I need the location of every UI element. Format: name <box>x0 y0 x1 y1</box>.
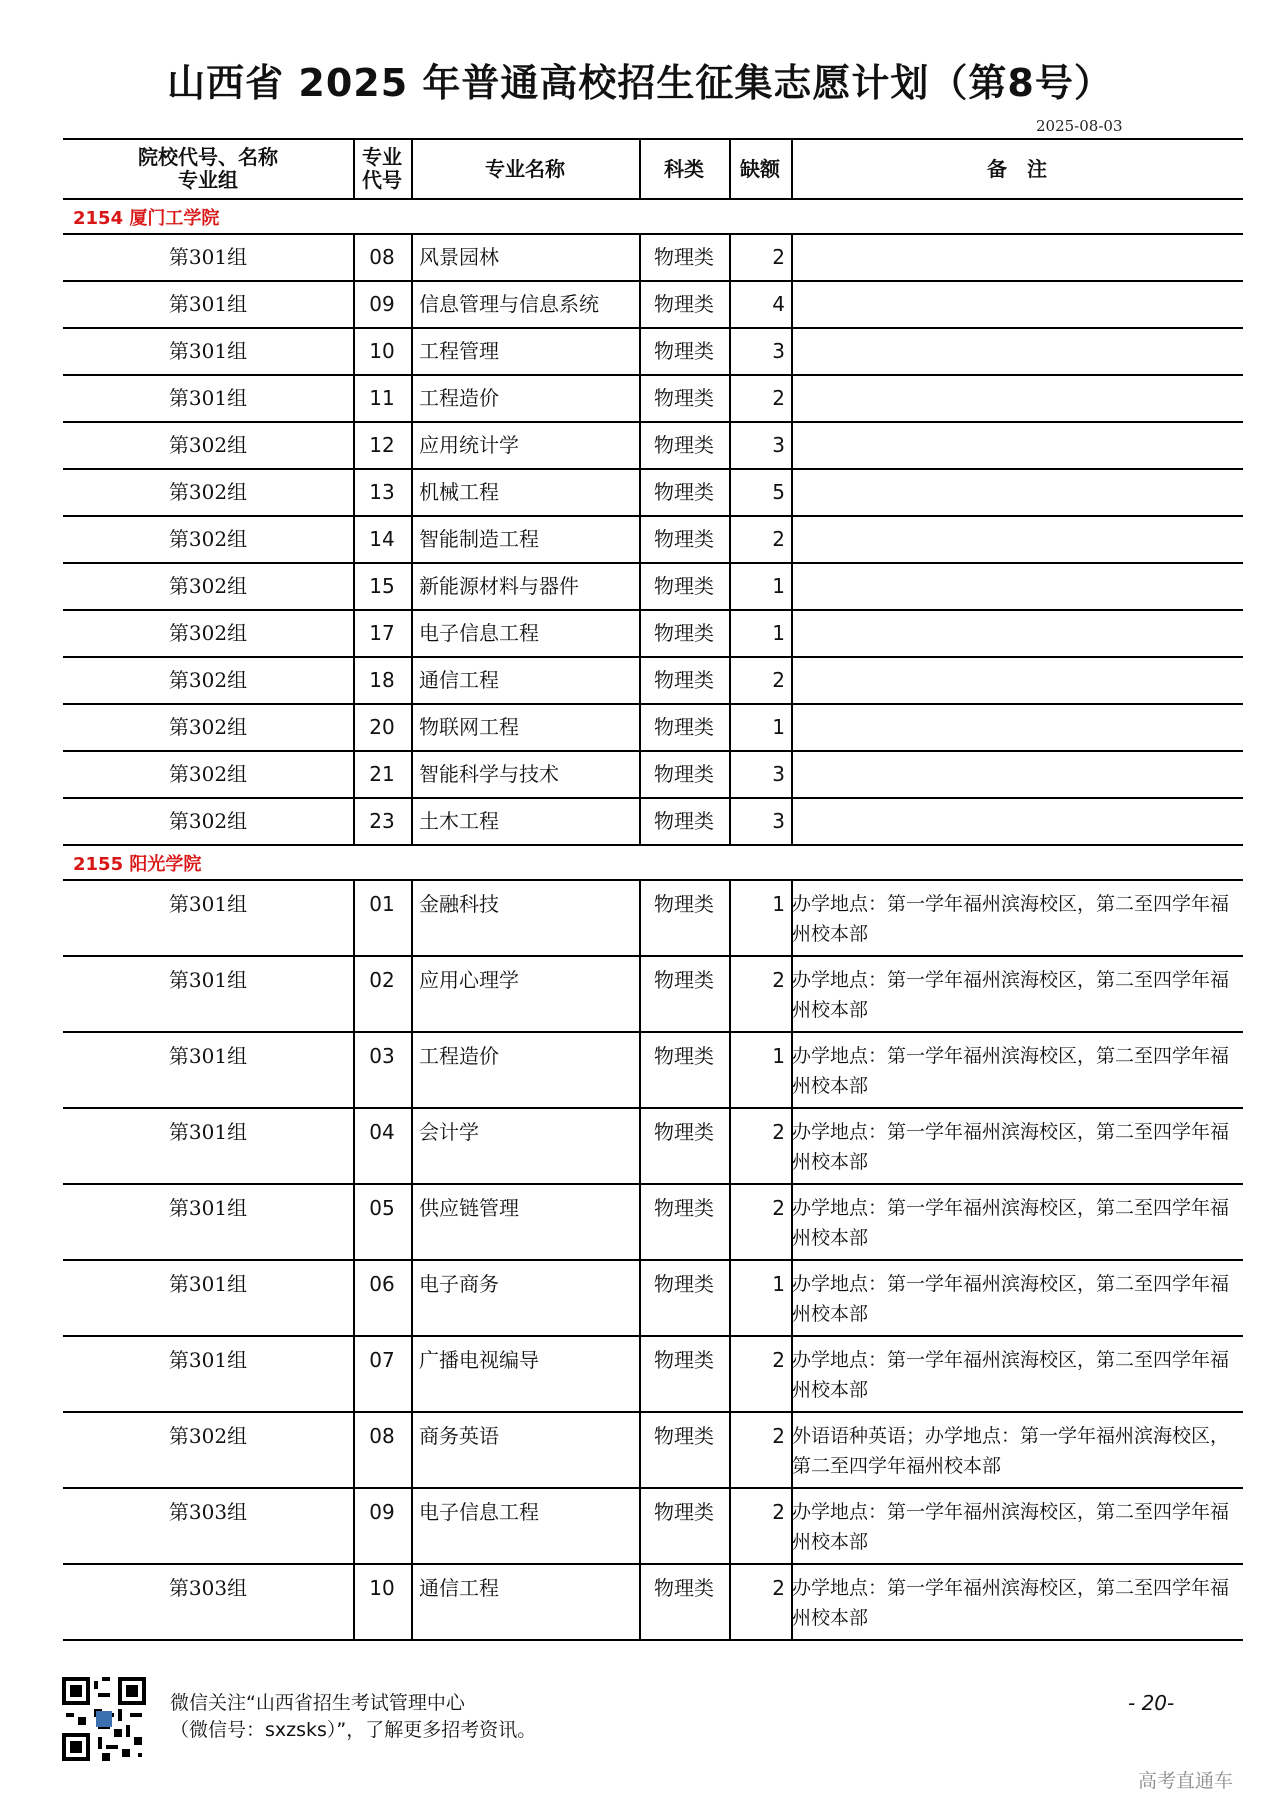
footer-line-1: 微信关注“山西省招生考试管理中心 <box>170 1692 465 1714</box>
cell-group: 第302组 <box>168 527 248 551</box>
cell-category: 物理类 <box>654 433 714 457</box>
cell-code: 12 <box>369 433 395 457</box>
cell-code: 14 <box>369 527 395 551</box>
cell-quota: 2 <box>772 245 785 269</box>
cell-quota: 2 <box>772 668 785 692</box>
cell-group: 第303组 <box>168 1576 248 1600</box>
cell-name: 机械工程 <box>419 480 499 504</box>
cell-group: 第303组 <box>168 1500 248 1524</box>
cell-group: 第301组 <box>168 1348 248 1372</box>
cell-quota: 1 <box>772 715 785 739</box>
table-row <box>63 881 1243 957</box>
cell-note: 办学地点：第一学年福州滨海校区，第二至四学年福州校本部 <box>792 1501 1230 1553</box>
cell-code: 10 <box>369 339 395 363</box>
cell-name: 商务英语 <box>419 1424 499 1448</box>
cell-category: 物理类 <box>654 1272 714 1296</box>
cell-code: 08 <box>369 245 395 269</box>
cell-quota: 2 <box>772 1120 785 1144</box>
cell-name: 土木工程 <box>419 809 499 833</box>
cell-category: 物理类 <box>654 892 714 916</box>
cell-group: 第302组 <box>168 574 248 598</box>
cell-quota: 3 <box>772 762 785 786</box>
cell-quota: 2 <box>772 1348 785 1372</box>
cell-category: 物理类 <box>654 715 714 739</box>
school-heading: 2155 阳光学院 <box>63 846 1243 881</box>
table-row <box>63 564 1243 611</box>
cell-code: 09 <box>369 1500 395 1524</box>
header-group: 院校代号、名称 专业组 <box>138 145 278 192</box>
cell-code: 06 <box>369 1272 395 1296</box>
table-row <box>63 1109 1243 1185</box>
cell-name: 电子信息工程 <box>419 1500 539 1524</box>
cell-group: 第302组 <box>168 480 248 504</box>
cell-category: 物理类 <box>654 574 714 598</box>
cell-code: 18 <box>369 668 395 692</box>
cell-category: 物理类 <box>654 386 714 410</box>
cell-group: 第302组 <box>168 809 248 833</box>
cell-code: 08 <box>369 1424 395 1448</box>
cell-category: 物理类 <box>654 1348 714 1372</box>
cell-note: 办学地点：第一学年福州滨海校区，第二至四学年福州校本部 <box>792 1349 1230 1401</box>
cell-name: 智能科学与技术 <box>419 762 559 786</box>
table-row <box>63 1413 1243 1489</box>
cell-category: 物理类 <box>654 245 714 269</box>
cell-name: 会计学 <box>419 1120 479 1144</box>
cell-code: 10 <box>369 1576 395 1600</box>
table-row <box>63 235 1243 282</box>
cell-category: 物理类 <box>654 762 714 786</box>
table-row <box>63 282 1243 329</box>
plan-table <box>63 138 1243 1641</box>
cell-name: 风景园林 <box>419 245 499 269</box>
page-number: - 20- <box>1128 1691 1175 1715</box>
cell-quota: 1 <box>772 892 785 916</box>
cell-code: 23 <box>369 809 395 833</box>
table-header <box>63 138 1243 200</box>
cell-category: 物理类 <box>654 968 714 992</box>
header-quota: 缺额 <box>740 156 780 181</box>
cell-quota: 2 <box>772 1500 785 1524</box>
cell-name: 金融科技 <box>419 892 499 916</box>
header-category: 科类 <box>664 156 704 181</box>
table-row <box>63 1261 1243 1337</box>
table-row <box>63 705 1243 752</box>
cell-code: 13 <box>369 480 395 504</box>
cell-quota: 1 <box>772 621 785 645</box>
cell-category: 物理类 <box>654 1196 714 1220</box>
cell-group: 第302组 <box>168 433 248 457</box>
cell-category: 物理类 <box>654 1576 714 1600</box>
cell-name: 通信工程 <box>419 668 499 692</box>
cell-note: 办学地点：第一学年福州滨海校区，第二至四学年福州校本部 <box>792 893 1230 945</box>
cell-group: 第301组 <box>168 1196 248 1220</box>
table-row <box>63 799 1243 846</box>
cell-note: 办学地点：第一学年福州滨海校区，第二至四学年福州校本部 <box>792 1121 1230 1173</box>
cell-note: 办学地点：第一学年福州滨海校区，第二至四学年福州校本部 <box>792 1577 1230 1629</box>
cell-code: 17 <box>369 621 395 645</box>
table-row <box>63 1337 1243 1413</box>
cell-category: 物理类 <box>654 480 714 504</box>
watermark: 高考直通车 <box>1138 1770 1234 1792</box>
cell-group: 第301组 <box>168 339 248 363</box>
table-row <box>63 423 1243 470</box>
cell-name: 应用统计学 <box>419 433 519 457</box>
cell-group: 第301组 <box>168 968 248 992</box>
table-row <box>63 957 1243 1033</box>
publish-date: 2025-08-03 <box>1036 117 1123 135</box>
cell-name: 电子信息工程 <box>419 621 539 645</box>
school-heading: 2154 厦门工学院 <box>63 200 1243 235</box>
cell-quota: 2 <box>772 527 785 551</box>
cell-note: 办学地点：第一学年福州滨海校区，第二至四学年福州校本部 <box>792 1045 1230 1097</box>
cell-quota: 1 <box>772 1044 785 1068</box>
table-row <box>63 658 1243 705</box>
cell-group: 第302组 <box>168 1424 248 1448</box>
table-row <box>63 1489 1243 1565</box>
cell-note: 办学地点：第一学年福州滨海校区，第二至四学年福州校本部 <box>792 1197 1230 1249</box>
table-row <box>63 1565 1243 1641</box>
cell-quota: 1 <box>772 1272 785 1296</box>
cell-group: 第301组 <box>168 1272 248 1296</box>
cell-quota: 2 <box>772 386 785 410</box>
cell-note: 办学地点：第一学年福州滨海校区，第二至四学年福州校本部 <box>792 969 1230 1021</box>
table-row <box>63 1033 1243 1109</box>
cell-note: 办学地点：第一学年福州滨海校区，第二至四学年福州校本部 <box>792 1273 1230 1325</box>
cell-code: 02 <box>369 968 395 992</box>
cell-name: 工程造价 <box>419 1044 499 1068</box>
qr-code-icon <box>62 1677 146 1761</box>
cell-group: 第302组 <box>168 621 248 645</box>
table-row <box>63 470 1243 517</box>
cell-group: 第301组 <box>168 292 248 316</box>
cell-quota: 3 <box>772 339 785 363</box>
cell-name: 信息管理与信息系统 <box>419 292 599 316</box>
header-code: 专业 代号 <box>362 145 402 192</box>
cell-category: 物理类 <box>654 668 714 692</box>
cell-code: 05 <box>369 1196 395 1220</box>
cell-name: 应用心理学 <box>419 968 519 992</box>
cell-quota: 3 <box>772 433 785 457</box>
cell-name: 工程造价 <box>419 386 499 410</box>
footer-note <box>170 1690 536 1744</box>
cell-category: 物理类 <box>654 527 714 551</box>
cell-category: 物理类 <box>654 1424 714 1448</box>
cell-name: 电子商务 <box>419 1272 499 1296</box>
table-row <box>63 329 1243 376</box>
cell-name: 智能制造工程 <box>419 527 539 551</box>
table-row <box>63 376 1243 423</box>
cell-name: 供应链管理 <box>419 1196 519 1220</box>
table-row <box>63 752 1243 799</box>
cell-quota: 2 <box>772 1576 785 1600</box>
table-row <box>63 1185 1243 1261</box>
cell-code: 09 <box>369 292 395 316</box>
cell-quota: 5 <box>772 480 785 504</box>
cell-group: 第301组 <box>168 1120 248 1144</box>
cell-category: 物理类 <box>654 809 714 833</box>
cell-name: 新能源材料与器件 <box>419 574 579 598</box>
cell-group: 第301组 <box>168 1044 248 1068</box>
page-title: 山西省 2025 年普通高校招生征集志愿计划（第8号） <box>167 61 1113 105</box>
cell-quota: 2 <box>772 1424 785 1448</box>
cell-category: 物理类 <box>654 621 714 645</box>
cell-category: 物理类 <box>654 1044 714 1068</box>
cell-group: 第302组 <box>168 668 248 692</box>
cell-name: 物联网工程 <box>419 715 519 739</box>
table-row <box>63 611 1243 658</box>
header-name: 专业名称 <box>485 156 565 181</box>
table-body <box>63 200 1243 1641</box>
cell-code: 15 <box>369 574 395 598</box>
cell-quota: 1 <box>772 574 785 598</box>
cell-group: 第301组 <box>168 892 248 916</box>
cell-code: 21 <box>369 762 395 786</box>
cell-name: 广播电视编导 <box>419 1348 539 1372</box>
cell-code: 01 <box>369 892 395 916</box>
cell-group: 第301组 <box>168 245 248 269</box>
cell-code: 04 <box>369 1120 395 1144</box>
cell-code: 11 <box>369 386 395 410</box>
cell-code: 03 <box>369 1044 395 1068</box>
cell-group: 第302组 <box>168 762 248 786</box>
cell-quota: 2 <box>772 1196 785 1220</box>
cell-quota: 2 <box>772 968 785 992</box>
cell-category: 物理类 <box>654 1120 714 1144</box>
cell-group: 第302组 <box>168 715 248 739</box>
cell-category: 物理类 <box>654 1500 714 1524</box>
cell-note: 外语语种英语；办学地点：第一学年福州滨海校区，第二至四学年福州校本部 <box>792 1425 1230 1477</box>
table-row <box>63 517 1243 564</box>
cell-group: 第301组 <box>168 386 248 410</box>
header-note: 备 注 <box>987 156 1047 181</box>
cell-code: 07 <box>369 1348 395 1372</box>
footer-line-2: （微信号：sxzsks）”，了解更多招考资讯。 <box>170 1719 537 1741</box>
cell-name: 通信工程 <box>419 1576 499 1600</box>
cell-code: 20 <box>369 715 395 739</box>
cell-category: 物理类 <box>654 339 714 363</box>
cell-name: 工程管理 <box>419 339 499 363</box>
cell-category: 物理类 <box>654 292 714 316</box>
cell-quota: 4 <box>772 292 785 316</box>
cell-quota: 3 <box>772 809 785 833</box>
